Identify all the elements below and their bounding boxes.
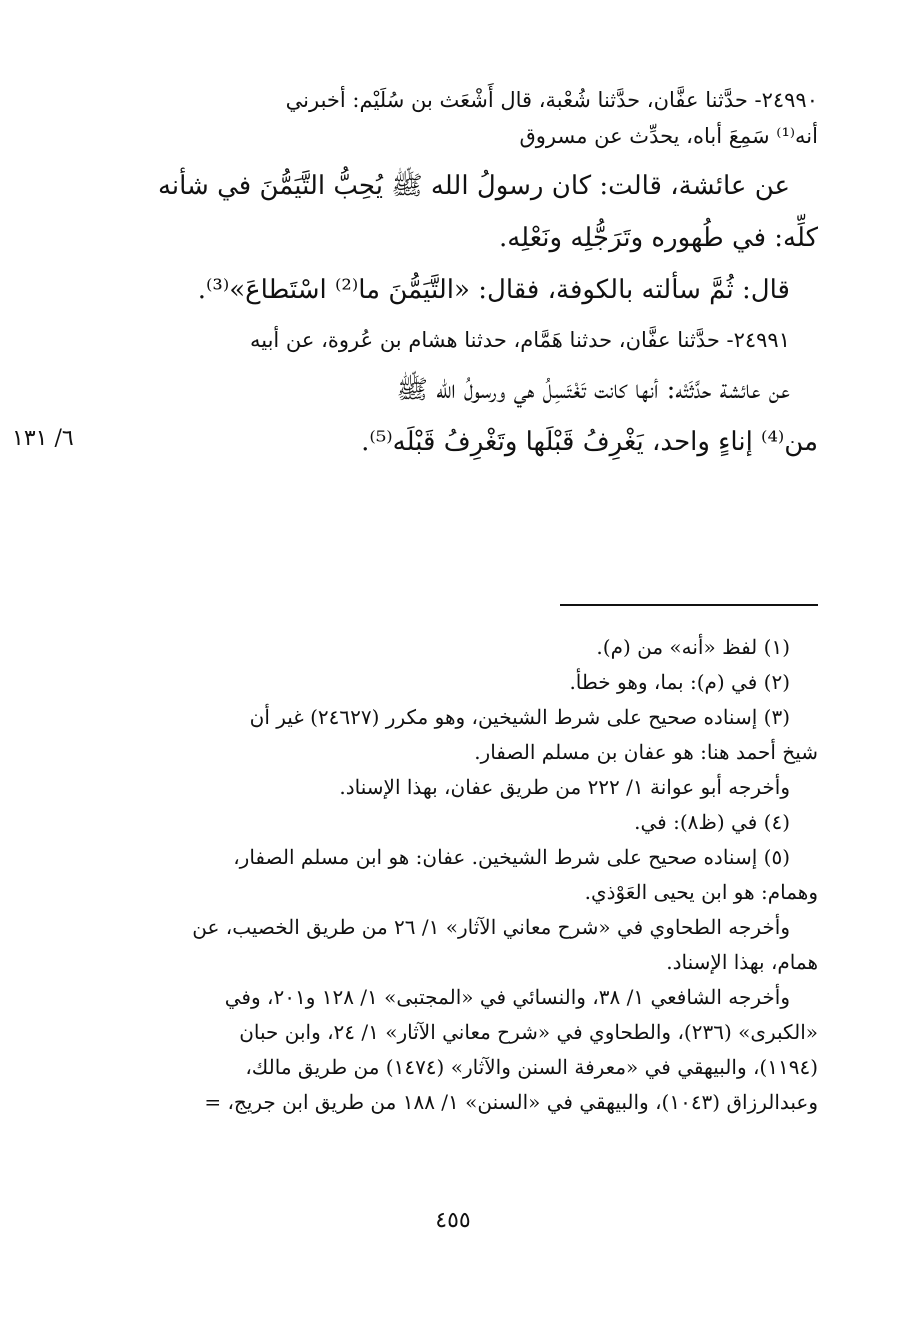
hadith-24990 [118, 82, 818, 316]
footnote-line: (٤) في (ظ٨): في. [634, 810, 790, 834]
footnote-divider [560, 604, 818, 606]
footnote-line: (١) لفظ «أنه» من (م). [596, 635, 790, 659]
isnad-line: ٢٤٩٩٠- حدَّثنا عفَّان، حدَّثنا شُعْبة، قال أَشْعَث بن سُلَيْم: أخبرني [285, 88, 818, 112]
footnote-line: وأخرجه أبو عوانة ١/ ٢٢٢ من طريق عفان، بهذا الإسناد. [339, 775, 790, 799]
matn-line: عن عائشة حدَّثَتْه: أنها كانت تَغْتَسِلُ هي ورسولُ الله ﷺ [396, 375, 790, 405]
footnote-line: «الكبرى» (٢٣٦)، والطحاوي في «شرح معاني الآثار» ١/ ٢٤، وابن حبان [239, 1020, 818, 1044]
matn-line: من⁽⁴⁾ إناءٍ واحد، يَغْرِفُ قَبْلَها وتَغْرِفُ قَبْلَه⁽⁵⁾. [361, 427, 818, 457]
hadith-24991 [118, 322, 818, 468]
footnote-line: (١١٩٤)، والبيهقي في «معرفة السنن والآثار» (١٤٧٤) من طريق مالك، [245, 1055, 818, 1079]
footnote-line: وهمام: هو ابن يحيى العَوْذي. [584, 880, 818, 904]
footnote-line: (٣) إسناده صحيح على شرط الشيخين، وهو مكرر (٢٤٦٢٧) غير أن [249, 705, 790, 729]
matn-line: قال: ثُمَّ سألته بالكوفة، فقال: «التَّيَمُّنَ ما⁽²⁾ اسْتَطاعَ»⁽³⁾. [197, 275, 790, 305]
isnad-line: أنه⁽¹⁾ سَمِعَ أباه، يحدِّث عن مسروق [519, 124, 818, 148]
main-text [118, 82, 818, 468]
matn-line: كلِّه: في طُهوره وتَرَجُّلِه ونَعْلِه. [498, 223, 818, 253]
page-number: ٤٥٥ [435, 1208, 471, 1233]
isnad-line: ٢٤٩٩١- حدَّثنا عفَّان، حدثنا هَمَّام، حدثنا هشام بن عُروة، عن أبيه [249, 328, 790, 352]
footnote-line: شيخ أحمد هنا: هو عفان بن مسلم الصفار. [474, 740, 818, 764]
matn-line: عن عائشة، قالت: كان رسولُ الله ﷺ يُحِبُّ التَّيَمُّنَ في شأنه [157, 171, 790, 201]
footnote-line: (٥) إسناده صحيح على شرط الشيخين. عفان: هو ابن مسلم الصفار، [233, 845, 790, 869]
footnote-line: وأخرجه الطحاوي في «شرح معاني الآثار» ١/ ٢٦ من طريق الخصيب، عن [192, 915, 790, 939]
margin-reference: ٦/ ١٣١ [12, 426, 74, 451]
footnotes [118, 630, 818, 1120]
footnote-line: وعبدالرزاق (١٠٤٣)، والبيهقي في «السنن» ١/ ١٨٨ من طريق ابن جريج، = [204, 1090, 818, 1114]
footnote-line: وأخرجه الشافعي ١/ ٣٨، والنسائي في «المجتبى» ١/ ١٢٨ و٢٠١، وفي [224, 985, 790, 1009]
footnote-line: (٢) في (م): بما، وهو خطأ. [569, 670, 790, 694]
footnote-line: همام، بهذا الإسناد. [666, 950, 818, 974]
